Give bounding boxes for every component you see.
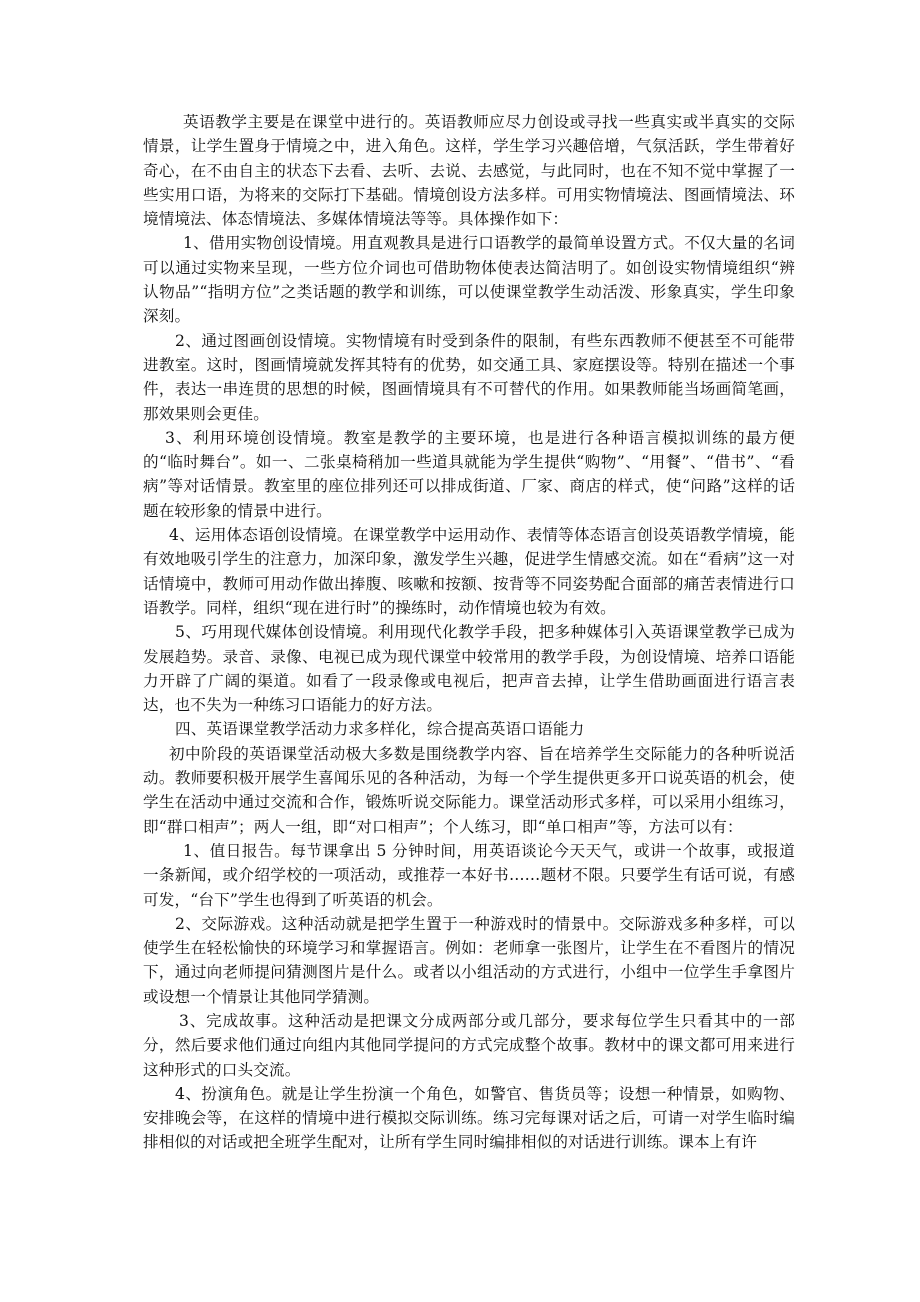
method-2-paragraph: 2、通过图画创设情境。实物情境有时受到条件的限制，有些东西教师不便甚至不可能带进教室。这时，图画情境就发挥其特有的优势，如交通工具、家庭摆设等。特别在描述一个事件，表达一串连贯的思想的时候，图画情境具有不可替代的作用。如果教师能当场画简笔画，那效果则会更佳。 — [143, 331, 795, 423]
activity-3-paragraph: 3、完成故事。这种活动是把课文分成两部分或几部分，要求每位学生只看其中的一部分，然后要求他们通过向组内其他同学提问的方式完成整个故事。教材中的课文都可用来进行这种形式的口头交流。 — [143, 1011, 795, 1079]
document-page — [143, 110, 795, 1155]
activity-2-paragraph: 2、交际游戏。这种活动就是把学生置于一种游戏时的情景中。交际游戏多种多样，可以使学生在轻松愉快的环境学习和掌握语言。例如：老师拿一张图片，让学生在不看图片的情况下，通过向老师提问猜测图片是什么。或者以小组活动的方式进行，小组中一位学生手拿图片或设想一个情景让其他同学猜测。 — [143, 914, 795, 1006]
method-5-paragraph: 5、巧用现代媒体创设情境。利用现代化教学手段，把多种媒体引入英语课堂教学已成为发展趋势。录音、录像、电视已成为现代课堂中较常用的教学手段，为创设情境、培养口语能力开辟了广阔的渠道。如看了一段录像或电视后，把声音去掉，让学生借助画面进行语言表达，也不失为一种练习口语能力的好方法。 — [143, 623, 795, 715]
section-heading-four: 四、英语课堂教学活动力求多样化，综合提高英语口语能力 — [175, 720, 585, 739]
activity-1-paragraph: 1、值日报告。每节课拿出 5 分钟时间，用英语谈论今天天气，或讲一个故事，或报道一条新闻，或介绍学校的一项活动，或推荐一本好书……题材不限。只要学生有话可说，有感可发，“台下”学生也得到了听英语的机会。 — [143, 841, 795, 909]
method-3-paragraph: 3、利用环境创设情境。教室是教学的主要环境，也是进行各种语言模拟训练的最方便的“临时舞台”。如一、二张桌椅稍加一些道具就能为学生提供“购物”、“用餐”、“借书”、“看病”等对话情景。教室里的座位排列还可以排成街道、厂家、商店的样式，使“问路”这样的话题在较形象的情景中进行。 — [143, 428, 795, 520]
method-1-paragraph: 1、借用实物创设情境。用直观教具是进行口语教学的最简单设置方式。不仅大量的名词可以通过实物来呈现，一些方位介词也可借助物体使表达简洁明了。如创设实物情境组织“辨认物品”“指明方位”之类话题的教学和训练，可以使课堂教学生动活泼、形象真实，学生印象深刻。 — [143, 234, 795, 326]
intro-paragraph: 英语教学主要是在课堂中进行的。英语教师应尽力创设或寻找一些真实或半真实的交际情景，让学生置身于情境之中，进入角色。这样，学生学习兴趣倍增，气氛活跃，学生带着好奇心，在不由自主的状态下去看、去听、去说、去感觉，与此同时，也在不知不觉中掌握了一些实用口语，为将来的交际打下基础。情境创设方法多样。可用实物情境法、图画情境法、环境情境法、体态情境法、多媒体情境法等等。具体操作如下： — [143, 113, 795, 229]
activity-4-paragraph: 4、扮演角色。就是让学生扮演一个角色，如警官、售货员等；设想一种情景，如购物、安排晚会等，在这样的情境中进行模拟交际训练。练习完每课对话之后，可请一对学生临时编排相似的对话或把全班学生配对，让所有学生同时编排相似的对话进行训练。课本上有许 — [143, 1084, 795, 1152]
method-4-paragraph: 4、运用体态语创设情境。在课堂教学中运用动作、表情等体态语言创设英语教学情境，能有效地吸引学生的注意力，加深印象，激发学生兴趣，促进学生情感交流。如在“看病”这一对话情境中，教师可用动作做出捧腹、咳嗽和按额、按背等不同姿势配合面部的痛苦表情进行口语教学。同样，组织“现在进行时”的操练时，动作情境也较为有效。 — [143, 526, 795, 617]
activities-intro-paragraph: 初中阶段的英语课堂活动极大多数是围绕教学内容、旨在培养学生交际能力的各种听说活动。教师要积极开展学生喜闻乐见的各种活动，为每一个学生提供更多开口说英语的机会，使学生在活动中通过交流和合作，锻炼听说交际能力。课堂活动形式多样，可以采用小组练习，即“群口相声”；两人一组，即“对口相声”；个人练习，即“单口相声”等，方法可以有： — [143, 744, 795, 836]
